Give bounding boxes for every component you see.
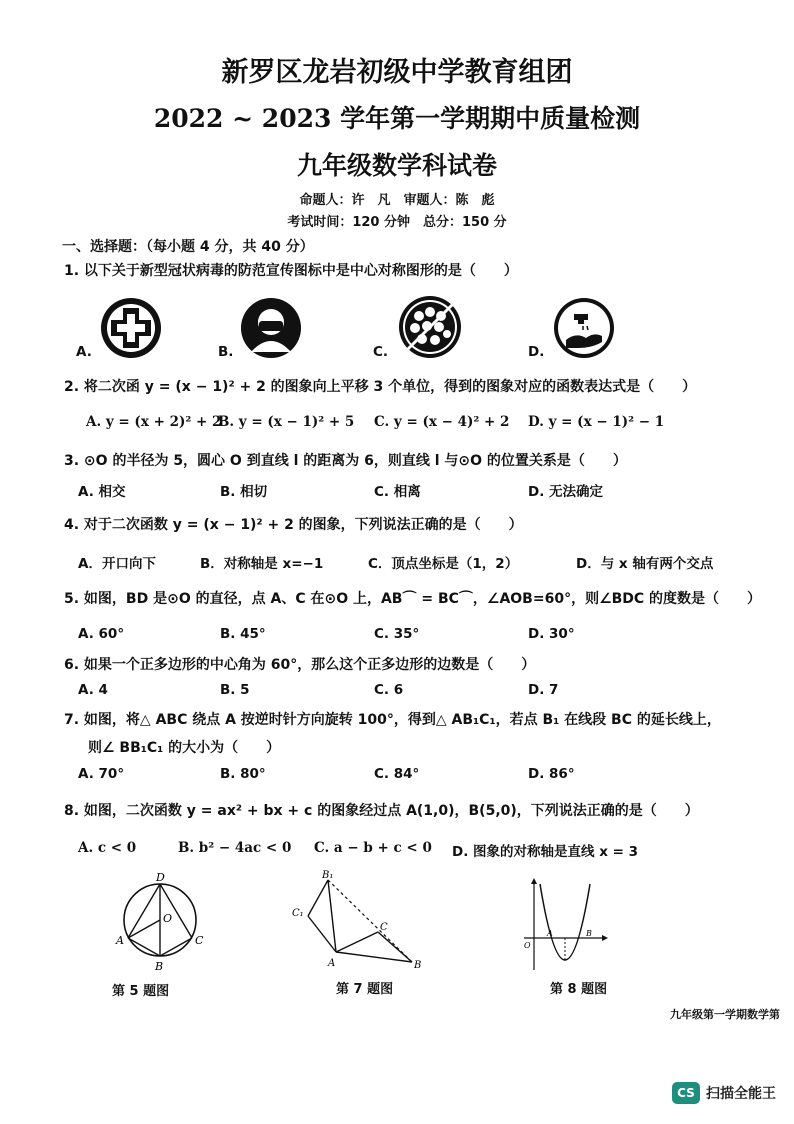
question-5-option-a: A. 60°: [78, 626, 125, 642]
question-3-option-a: A. 相交: [78, 484, 126, 500]
figure-5-caption: 第 5 题图: [112, 984, 170, 999]
question-6-stem: 6. 如果一个正多边形的中心角为 60°，那么这个正多边形的边数是（ ）: [64, 657, 536, 673]
question-6-option-a: A. 4: [78, 682, 108, 698]
scanner-logo-icon: CS: [672, 1082, 700, 1104]
masked-person-icon: [239, 296, 303, 364]
question-7-stem: 7. 如图，将△ ABC 绕点 A 按逆时针方向旋转 100°，得到△ AB₁C₁，若点 B₁ 在线段 BC 的延长线上，: [64, 712, 721, 728]
fig8-label-b: B: [586, 929, 592, 938]
question-3-stem: 3. ⊙O 的半径为 5，圆心 O 到直线 l 的距离为 6，则直线 l 与⊙O 的位置关系是（ ）: [64, 453, 627, 469]
fig5-label-b: B: [155, 960, 164, 973]
fig7-label-b1: B₁: [322, 870, 334, 881]
figure-7-caption: 第 7 题图: [336, 982, 394, 997]
subject-title: 九年级数学科试卷: [296, 151, 497, 180]
fig5-label-c: C: [195, 934, 204, 947]
question-3-option-d: D. 无法确定: [528, 484, 604, 500]
school-title: 新罗区龙岩初级中学教育组团: [221, 57, 573, 88]
exam-title: 2022 ~ 2023 学年第一学期期中质量检测: [153, 104, 641, 133]
scanner-name: 扫描全能王: [706, 1086, 776, 1102]
handwash-icon: [552, 296, 616, 364]
question-2-option-a: A. y = (x + 2)² + 2: [86, 414, 222, 430]
question-4-option-d: D．与 x 轴有两个交点: [576, 556, 714, 572]
question-6-option-b: B. 5: [220, 682, 250, 698]
fig5-label-o: O: [163, 912, 173, 925]
question-8-option-b: B. b² − 4ac < 0: [178, 840, 292, 856]
question-4-option-a: A．开口向下: [78, 556, 156, 572]
question-2-stem: 2. 将二次函 y = (x − 1)² + 2 的图象向上平移 3 个单位，得到的图象对应的函数表达式是（ ）: [64, 379, 697, 395]
figure-7-rotation-diagram: [290, 870, 430, 978]
figure-5-circle-diagram: [110, 872, 210, 980]
question-6-option-c: C. 6: [374, 682, 404, 698]
fig8-label-o: O: [524, 941, 531, 950]
question-7-option-b: B. 80°: [220, 766, 266, 782]
question-2-option-d: D. y = (x − 1)² − 1: [528, 414, 665, 430]
question-4-option-b: B．对称轴是 x=−1: [200, 556, 324, 572]
question-8-option-c: C. a − b + c < 0: [314, 840, 432, 856]
question-5-option-c: C. 35°: [374, 626, 420, 642]
fig5-label-d: D: [156, 872, 165, 884]
fig5-label-a: A: [116, 934, 124, 947]
question-8-option-d: D. 图象的对称轴是直线 x = 3: [452, 844, 639, 860]
question-3-option-b: B. 相切: [220, 484, 268, 500]
question-1-option-a: A.: [76, 344, 92, 360]
fig7-label-b: B: [414, 960, 422, 971]
question-1-option-b: B.: [218, 344, 234, 360]
question-5-stem: 5. 如图，BD 是⊙O 的直径，点 A、C 在⊙O 上，AB⌒ = BC⌒，∠AOB=60°，则∠BDC 的度数是（ ）: [64, 591, 762, 607]
fig7-label-c1: C₁: [292, 908, 304, 919]
question-2-option-b: B. y = (x − 1)² + 5: [218, 414, 355, 430]
fig8-label-a: A: [547, 929, 553, 938]
question-7-option-d: D. 86°: [528, 766, 575, 782]
fig7-label-a: A: [328, 958, 336, 969]
question-4-stem: 4. 对于二次函数 y = (x − 1)² + 2 的图象，下列说法正确的是（ ）: [64, 517, 523, 533]
question-7-option-c: C. 84°: [374, 766, 420, 782]
question-8-stem: 8. 如图，二次函数 y = ax² + bx + c 的图象经过点 A(1,0)，B(5,0)，下列说法正确的是（ ）: [64, 803, 699, 819]
question-6-option-d: D. 7: [528, 682, 559, 698]
question-1-stem: 1. 以下关于新型冠状病毒的防范宣传图标中是中心对称图形的是（ ）: [64, 263, 518, 279]
figure-8-caption: 第 8 题图: [550, 982, 608, 997]
question-3-option-c: C. 相离: [374, 484, 421, 500]
figure-8-parabola-graph: [520, 876, 610, 978]
section-title: 一、选择题：（每小题 4 分，共 40 分）: [62, 239, 314, 255]
authors-line: 命题人：许 凡 审题人：陈 彪: [299, 193, 495, 208]
question-5-option-d: D. 30°: [528, 626, 575, 642]
page-footer: 九年级第一学期数学第: [670, 1008, 780, 1021]
question-7-option-a: A. 70°: [78, 766, 125, 782]
question-4-option-c: C．顶点坐标是（1，2）: [368, 556, 519, 572]
scanner-watermark: [672, 1082, 776, 1104]
time-score-line: 考试时间：120 分钟 总分：150 分: [287, 215, 507, 230]
question-7-stem-2: 则∠ BB₁C₁ 的大小为（ ）: [88, 740, 281, 756]
fig7-label-c: C: [380, 922, 388, 933]
crowd-icon: [397, 294, 463, 364]
medical-cross-icon: [99, 296, 163, 364]
question-8-option-a: A. c < 0: [78, 840, 137, 856]
question-1-option-d: D.: [528, 344, 545, 360]
question-2-option-c: C. y = (x − 4)² + 2: [374, 414, 510, 430]
question-5-option-b: B. 45°: [220, 626, 266, 642]
question-1-option-c: C.: [373, 344, 389, 360]
